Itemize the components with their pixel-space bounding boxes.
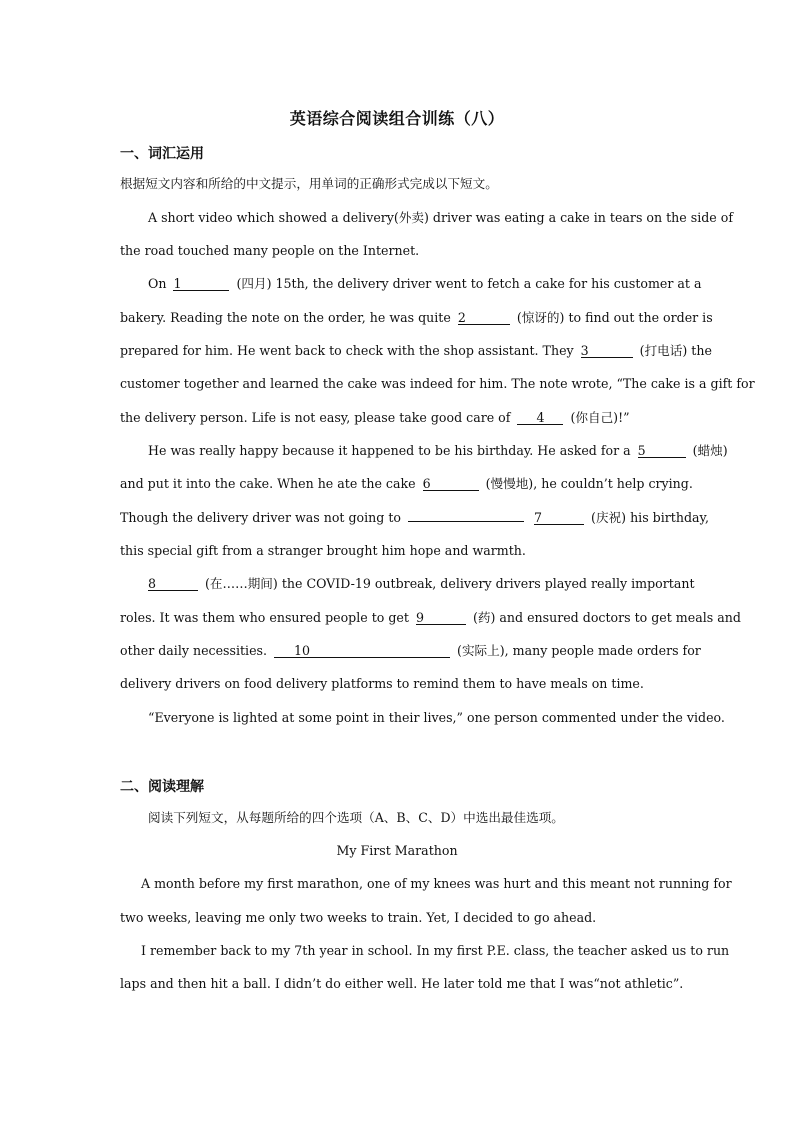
passage-line: delivery drivers on food delivery platforms to remind them to have meals on time.: [120, 676, 644, 691]
passage-line: [120, 576, 695, 592]
section1-instruction: 根据短文内容和所给的中文提示，用单词的正确形式完成以下短文。: [120, 176, 498, 191]
blank-5[interactable]: 5: [638, 444, 686, 458]
text-span: (在……期间) the COVID-19 outbreak, delivery drivers played really important: [205, 576, 695, 591]
blank-1[interactable]: 1: [173, 277, 229, 291]
passage-line: [120, 276, 702, 292]
passage-line: A short video which showed a delivery(外卖) driver was eating a cake in tears on the side of: [148, 210, 733, 225]
passage-line: two weeks, leaving me only two weeks to train. Yet, I decided to go ahead.: [120, 910, 597, 925]
passage-line: [120, 476, 693, 492]
text-span: (四月) 15th, the delivery driver went to fetch a cake for his customer at a: [236, 276, 702, 291]
blank-extra[interactable]: [408, 521, 524, 522]
blank-10[interactable]: 10: [274, 644, 450, 658]
passage-line: A month before my first marathon, one of my knees was hurt and this meant not running for: [141, 876, 732, 891]
text-span: other daily necessities.: [120, 643, 268, 658]
text-span: bakery. Reading the note on the order, he was quite: [120, 310, 451, 325]
blank-6[interactable]: 6: [423, 477, 479, 491]
passage-line: “Everyone is lighted at some point in their lives,” one person commented under the video.: [148, 710, 725, 725]
text-span: (蜡烛): [692, 443, 728, 458]
passage-line: I remember back to my 7th year in school. In my first P.E. class, the teacher asked us to run: [141, 943, 730, 958]
text-span: (打电话) the: [639, 343, 712, 358]
text-span: (慢慢地), he couldn’t help crying.: [485, 476, 693, 491]
text-span: roles. It was them who ensured people to get: [120, 610, 409, 625]
text-span: prepared for him. He went back to check with the shop assistant. They: [120, 343, 574, 358]
section2-instruction: 阅读下列短文，从每题所给的四个选项（A、B、C、D）中选出最佳选项。: [148, 810, 564, 825]
text-span: On: [148, 276, 167, 291]
text-span: He was really happy because it happened to be his birthday. He asked for a: [148, 443, 631, 458]
passage-line: laps and then hit a ball. I didn’t do either well. He later told me that I was“not athletic”.: [120, 976, 684, 991]
blank-3[interactable]: 3: [581, 344, 633, 358]
passage-line: [120, 310, 713, 326]
passage-line: [120, 410, 674, 426]
blank-8[interactable]: 8: [148, 577, 198, 591]
text-span: (药) and ensured doctors to get meals and: [472, 610, 741, 625]
text-span: the delivery person. Life is not easy, please take good care of: [120, 410, 511, 425]
passage-title: My First Marathon: [336, 843, 458, 858]
passage-line: [120, 443, 728, 459]
blank-2[interactable]: 2: [458, 311, 510, 325]
blank-9[interactable]: 9: [416, 611, 466, 625]
text-span: (惊讶的) to find out the order is: [516, 310, 713, 325]
text-span: (实际上), many people made orders for: [457, 643, 701, 658]
passage-line: the road touched many people on the Internet.: [120, 243, 420, 258]
text-span: Though the delivery driver was not going to: [120, 510, 401, 525]
passage-line: customer together and learned the cake was indeed for him. The note wrote, “The cake is a gift for: [120, 376, 755, 391]
text-span: (你自己)!”: [570, 410, 630, 425]
passage-line: [120, 610, 741, 626]
section1-heading: 一、词汇运用: [120, 146, 204, 162]
blank-7[interactable]: 7: [534, 511, 584, 525]
page-title: 英语综合阅读组合训练（八）: [289, 109, 505, 128]
text-span: (庆祝) his birthday,: [591, 510, 709, 525]
text-span: and put it into the cake. When he ate the cake: [120, 476, 416, 491]
passage-line: [120, 343, 712, 359]
section2-heading: 二、阅读理解: [120, 779, 204, 795]
passage-line: this special gift from a stranger brought him hope and warmth.: [120, 543, 526, 558]
blank-4[interactable]: 4: [517, 411, 563, 425]
passage-line: [120, 643, 701, 659]
passage-line: [120, 510, 709, 526]
